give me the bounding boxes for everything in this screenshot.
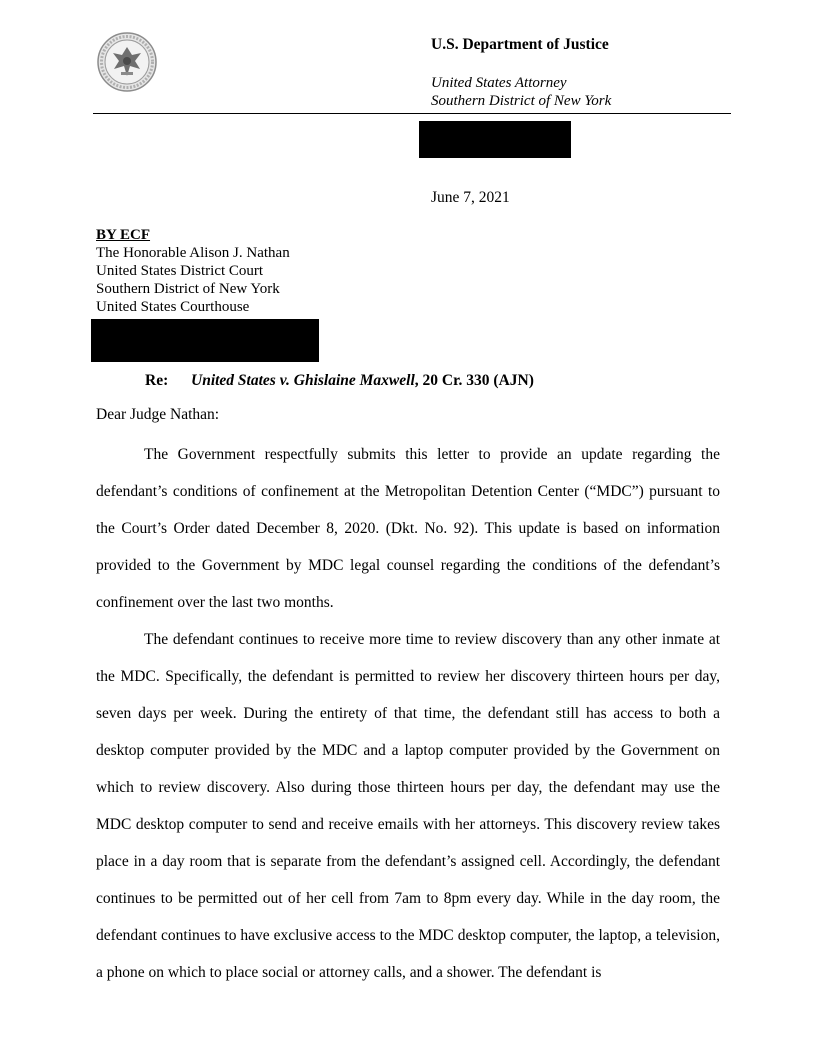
agency-name: U.S. Department of Justice [431,36,609,53]
subject-label: Re: [145,372,169,389]
recipient-name: The Honorable Alison J. Nathan [96,245,290,261]
office-line-2: Southern District of New York [431,93,612,109]
recipient-district: Southern District of New York [96,281,280,297]
doj-seal-logo [92,31,162,93]
case-name: United States v. Ghislaine Maxwell [191,372,415,389]
letter-date: June 7, 2021 [431,189,510,206]
salutation: Dear Judge Nathan: [96,406,220,423]
body-paragraph: The Government respectfully submits this letter to provide an update regarding the defendant’s conditions of confinement at the Metropolitan Detention Center (“MDC”) pursuant to the Court’s Order dated December 8, 2020. (Dkt. No. 92). This update is based on information provided to the Government by MDC legal counsel regarding the conditions of the defendant’s confinement over the last two months. [96,446,720,611]
case-number: , 20 Cr. 330 (AJN) [414,372,534,389]
recipient-court: United States District Court [96,263,264,279]
recipient-address [96,226,290,316]
redaction-box [91,319,319,362]
subject-line [145,372,534,390]
letterhead-divider [93,113,731,114]
office-line-1: United States Attorney [431,75,567,91]
letter-body [96,436,720,991]
redaction-box [419,121,571,158]
body-paragraph: The defendant continues to receive more time to review discovery than any other inmate at the MDC. Specifically, the defendant is permitted to review her discovery thirteen hours per day, seven days per week. During the entirety of that time, the defendant still has access to both a desktop computer provided by the MDC and a laptop computer provided by the Government on which to review discovery. Also during those thirteen hours per day, the defendant may use the MDC desktop computer to send and receive emails with her attorneys. This discovery review takes place in a day room that is separate from the defendant’s assigned cell. Accordingly, the defendant continues to be permitted out of her cell from 7am to 8pm every day. While in the day room, the defendant continues to have exclusive access to the MDC desktop computer, the laptop, a television, a phone on which to place social or attorney calls, and a shower. The defendant is [96,631,720,981]
office-name [431,74,611,110]
recipient-building: United States Courthouse [96,299,250,315]
delivery-method: BY ECF [96,227,151,243]
